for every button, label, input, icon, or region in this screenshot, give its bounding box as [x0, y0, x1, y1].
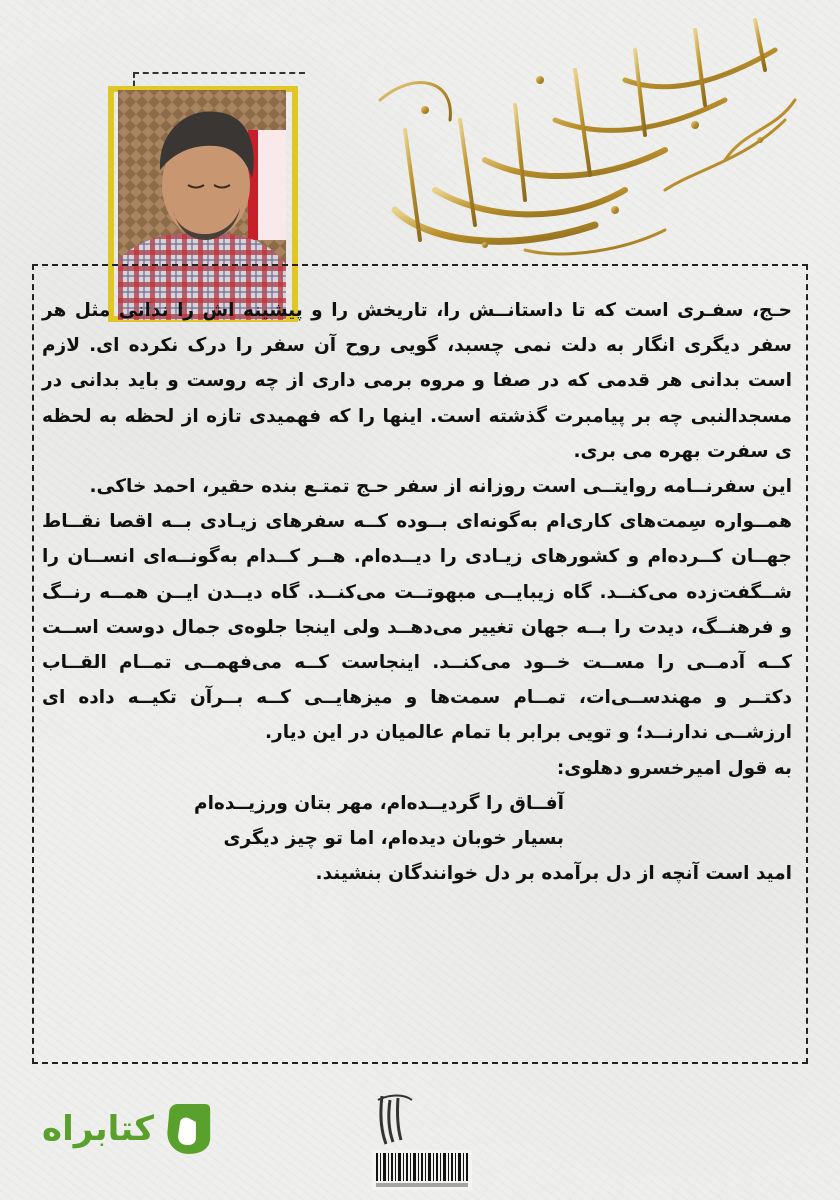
- ketabrah-leaf-icon: [162, 1099, 212, 1159]
- closing-line: امید است آنچه از دل برآمده بر دل خوانندگان بنشیند.: [315, 863, 792, 885]
- barcode-icon: [372, 1150, 472, 1190]
- introduction-text: [42, 293, 792, 891]
- publisher-logo-icon: [360, 1092, 430, 1152]
- paragraph-travelogue: این سفرنــامه روایتــی است روزانه از سفر حـج تمتـع بنده حقیر، احمد خاکی.: [89, 476, 792, 498]
- paragraph-quote-intro: به قول امیرخسرو دهلوی:: [556, 757, 792, 779]
- poem: [42, 786, 792, 856]
- logo-wordmark: کتابراه: [42, 1109, 155, 1149]
- ketabrah-logo: [42, 1098, 212, 1160]
- paragraph-travels: همــواره سِمت‌های کاری‌ام به‌گونه‌ای بــوده کــه سفرهای زیـادی بــه اقصا نقــاط جهــان کــرده‌ام و کشورهای زیـادی را دیــده‌ام. هــر کــدام به‌گونــه‌ای انســان را شــگفت‌زده می‌کنــد. گاه زیبایــی مبهوتــت می‌کنــد. گاه دیــدن ایــن همــه رنــگ و فرهنــگ، دیدت را بــه جهان تغییر می‌دهــد ولی اینجا جلوه‌ی جمال دوست اســت کــه آدمــی را مســت خــود می‌کنــد. اینجاست کــه می‌فهمــی تمــام القــاب دکتــر و مهندســی‌ات، تمــام سمت‌ها و میزهایــی کــه بــرآن تکیــه داده ای ارزشــی ندارنــد؛ و تویی برابر با تمام عالمیان در این دیار.: [42, 511, 792, 744]
- paragraph-hajj: حـج، سفـری است که تا داستانــش را، تاریخش را و پیشینه اش را ندانی مثل هر سفر دیگری انگار به دلت نمی چسبد، گویی روح آن سفر را درک نکرده ای. لازم است بدانی هر قدمی که در صفا و مروه برمی داری از چه روست و باید بدانی در مسجدالنبی چه بر پیامبرت گذشته است. اینها را که فهمیدی تازه از لحظه به لحظه ی سفرت بهره می بری.: [42, 300, 792, 462]
- talbiyah-calligraphy: [365, 10, 810, 265]
- poem-line: بسیار خوبان دیده‌ام، اما تو چیز دیگری: [223, 828, 564, 850]
- poem-line: آفــاق را گردیــده‌ام، مهر بتان ورزیــده‌ام: [194, 792, 564, 814]
